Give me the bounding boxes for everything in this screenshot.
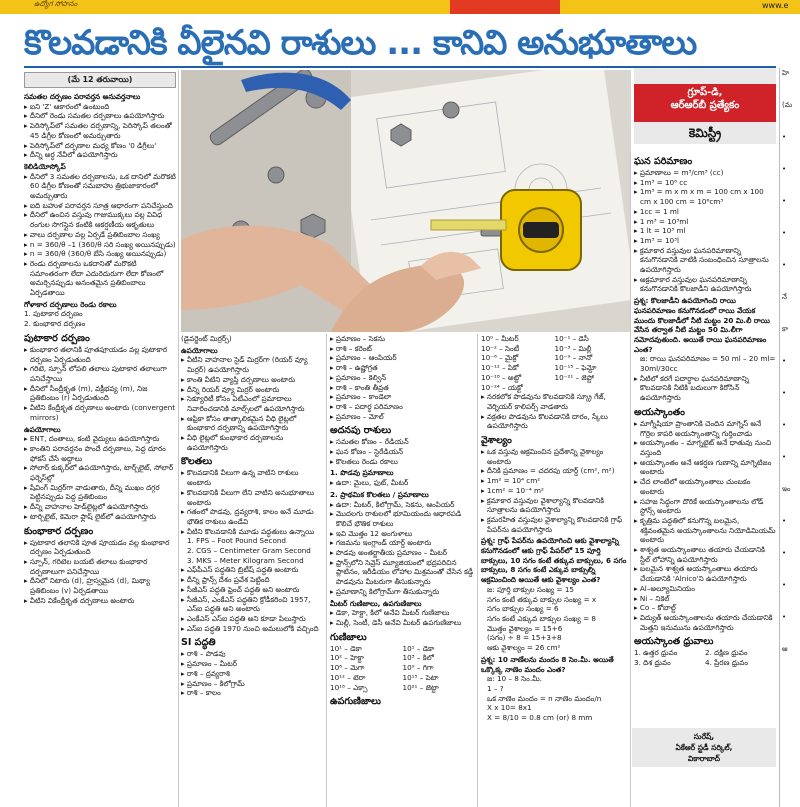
table-cell: 10¹ – డెకా	[330, 643, 362, 653]
bullet-list	[481, 392, 628, 431]
list-item: ▸ పెరిస్కోప్‌లో దర్పణాల మధ్య కోణం '0 డిగ్రీలు'	[24, 140, 157, 150]
list-item: ▸ సీజీఎస్‌ పద్ధతి ఫ్రెంచ్‌ పద్ధతి అని అంటారు	[181, 584, 300, 594]
section-heading: 1. పొడవు ప్రమాణాలు	[330, 468, 394, 478]
author-name: సురేష్‌,	[693, 732, 715, 741]
list-item: ▸ 1m² = 10⁴ cm²	[481, 476, 541, 486]
strip-text: •	[782, 549, 787, 557]
column-1	[24, 72, 176, 807]
table-cell: 10³ – కిలో	[402, 653, 434, 663]
list-item: 3. MKS – Meter Kilogram Second	[187, 555, 304, 565]
bullet-list	[330, 608, 475, 627]
list-item: ▸ ఇవి మొత్తం 12 అంగుళాలు	[330, 528, 413, 538]
list-item: ▸ బలమైన శాశ్వత అయస్కాంతాలు తయారు చేయడానికి 'Alnico'ని ఉపయోగిస్తారు	[634, 564, 758, 584]
list-item: సగం కంటే తక్కువ బాక్సుల సంఖ్య = x	[487, 594, 597, 604]
answer-steps	[481, 585, 628, 653]
list-item: ▸ 1m³ = 10⁶ cc	[634, 177, 688, 187]
list-item: ▸ ప్రమాణం – ఆంపియర్‌	[330, 353, 397, 363]
list-item: ▸ రాశి – ద్రవ్యరాశి	[181, 668, 230, 678]
question-text: ప్రశ్న: కొలజాడీని ఉపయోగించి రాయి ఘనపరిమాణం కనుగొనడంలో రాయి వేయక ముందు కొలజాడీలో నీటి మట్టం 20 మి.లీ రాయి వేసిన తర్వాత నీటి మట్టం 50 మి.లీగా నమోదవుతుంది. అయితే రాయి ఘనపరిమాణం ఎంత?	[634, 296, 770, 354]
tools-on-blueprint-image	[181, 70, 631, 332]
section-heading-large: ఉపగుణిజాలు	[330, 696, 381, 708]
bullet-list	[24, 102, 176, 160]
plain-list	[181, 334, 324, 344]
list-item: ▸ కొలవడానికి వీలుగా ఉన్న వాటిని రాశులు అంటారు	[181, 468, 299, 488]
list-item: ▸ విద్యుత్‌ అయస్కాంతాలను తయారు చేయడానికి మెత్తని ఇనుమును ఉపయోగిస్తారు	[634, 612, 773, 632]
si-list	[181, 649, 324, 698]
answer-text: జ: రాయి ఘనపరిమాణం = 50 ml – 20 ml= 30ml/30cc	[640, 354, 776, 374]
section-heading-large: కుంభాకార దర్పణం	[24, 525, 94, 537]
list-item: ▸ అయస్కాంతం అనే ఆకర్షణ గుణాన్ని మాగ్నెటిజం అంటారు	[634, 457, 772, 477]
section-heading: మీటర్‌ గుణిజాలు, ఉపగుణిజాలు	[330, 598, 422, 608]
table-row	[330, 673, 475, 683]
list-item: ▸ వీటిని కొలవడానికి మూడు పద్ధతులు ఉన్నాయి	[181, 526, 315, 536]
list-item: ▸ ENT, దంతాలు, కంటి వైద్యులు ఉపయోగిస్తారు	[24, 434, 160, 444]
list-item: 2. CGS – Centimeter Gram Second	[187, 546, 311, 556]
list-item: (సగం) ÷ 8 = 15+3+8	[487, 633, 562, 643]
list-item: ▸ వాలు దర్పణాల వల్ల ఏర్పడే ప్రతిబింబాల సంఖ్య	[24, 229, 160, 239]
bullet-list	[24, 538, 176, 606]
page-headline: కొలవడానికి వీలైనవి రాశులు ... కానివి అనుభూతాలు	[24, 23, 697, 63]
list-item: ▸ సోలార్‌ కుక్కర్‌లో ఉపయోగిస్తారు, టార్చ్‌లైట్‌, సోలార్‌ ఫర్నెస్‌ల్లో	[24, 463, 174, 483]
table-cell: 10⁻²¹ – జెప్టో	[554, 372, 594, 382]
column-divider	[326, 334, 327, 807]
list-item: ▸ రాశి – ఉష్ణోగ్రత	[330, 363, 378, 373]
list-item: ▸ ప్రమాణం – కాండెలా	[330, 392, 392, 402]
table-cell: 10¹⁸ – ఎక్సా	[330, 682, 368, 692]
section-heading: సమతల దర్పణం పరావర్తన అనువర్తనాలు	[24, 92, 141, 101]
strip-text: •	[782, 389, 787, 397]
bullet-list	[330, 478, 475, 488]
list-item: ▸ రెండు దర్పణాలను ఒకదానితో మరొకటి సమాంతరంగా లేదా ఎదురెదురుగా లేదా కోణంలో అమర్చినప్పుడు అనంతమైన ప్రతిబింబాలు ఏర్పడతాయి	[24, 258, 164, 298]
table-cell: 10⁻² – సెంటీ	[481, 343, 520, 353]
list-item: ▸ ఆఫ్రికా కోసం తాత్కాలికమైన వీధి లైట్లలో కుంభాకార దర్పణాన్ని ఉపయోగిస్తారు	[181, 413, 297, 433]
strip-text: •	[782, 421, 787, 429]
list-item: ▸ వక్రతల పొడవును కొలవడానికి దారం, స్కేలు ఉపయోగిస్తారు	[481, 411, 608, 431]
list-item: ▸ n = 360/θ (360/θ బేసి సంఖ్య అయినప్పుడు)	[24, 249, 167, 259]
list-item: ▸ నీటిలో కరగే పదార్థాల ఘనపరిమాణాన్ని కొలవడానికి నీటికి బదులుగా కిరోసిన్‌ ఉపయోగిస్తారు	[634, 373, 749, 403]
list-item: ▸ గతంలో పొడవు, ద్రవ్యరాశి, కాలం అనే మూడు భౌతిక రాశులు ఉండేవి	[181, 507, 314, 526]
question-text: ప్రశ్న: 10 నాణేలను మందం 8 సెం.మీ. అయితే ఒక్కొక్క నాణెం మందం ఎంత?	[481, 654, 614, 674]
section-heading-large: పుటాకార దర్పణం	[24, 332, 90, 344]
list-item: ▸ ఎఫ్‌పీఎస్‌ పద్ధతిని బ్రిటీష్‌ పద్ధతి అంటారు	[181, 565, 299, 575]
list-item: ▸ ఐది బహుళ పరావర్తన సూత్ర ఆధారంగా పనిచేస్తుంది	[24, 200, 173, 210]
table-cell: 10⁻¹² – పికో	[481, 363, 519, 373]
table-row	[330, 644, 475, 654]
bullet-list	[181, 565, 324, 633]
bullet-list	[634, 419, 776, 632]
strip-text: •	[782, 229, 787, 237]
section-heading-large: అయస్కాంత ధ్రువాలు	[634, 636, 714, 648]
list-item: ▸ క్రమాకార వస్తువుల ఘనపరిమాణాన్ని కనుగొనడానికి వాటికి సంబంధించిన సూత్రాలను ఉపయోగిస్తారు	[634, 245, 769, 275]
list-item: ▸ డెకా, హెక్టా, కిలో అనేవి మీటర్‌ గుణిజాలు	[330, 608, 450, 618]
section-heading-large: అదనపు రాశులు	[330, 425, 392, 437]
section-heading-large: గుణిజాలు	[330, 631, 367, 643]
column-4	[481, 334, 628, 807]
topic-box	[634, 68, 776, 148]
table-cell: 3. దిశ ధ్రువం	[634, 658, 671, 668]
list-item: ▸ కొలవడానికి వీలుగా లేని వాటిని అనుభూతాలు అంటారు	[181, 487, 314, 507]
strip-text: (మ	[782, 101, 793, 109]
poles-table	[634, 648, 776, 667]
table-cell: 10²¹ – జెట్టా	[402, 682, 439, 692]
bullet-list	[634, 374, 776, 403]
list-item: ▸ దీనిలో నిటారు (d), హ్రస్వమైన (d), మిథ్యా ప్రతిబింబం (v) ఏర్పడతాయి	[24, 576, 150, 596]
table-row	[330, 683, 475, 693]
list-item: ▸ ఉదా: మైలు, ఫుట్‌, మీటర్‌	[330, 478, 409, 488]
list-item: ▸ n = 360/θ –1 (360/θ సరి సంఖ్య అయినప్పుడు)	[24, 239, 176, 249]
list-item: ▸ రాశి – పొడవు	[181, 649, 226, 659]
list-item: ▸ Al–అల్యూమినియం	[634, 583, 695, 593]
list-item: ▸ నరకలోక పొడవును కొలవడానికి స్క్రూ గేజ్‌, వెర్నియర్‌ కాలిపర్స్‌ వాడతారు	[481, 392, 606, 411]
column-3	[330, 334, 475, 807]
topic-box-top	[634, 68, 776, 84]
strip-text: నే	[782, 293, 787, 301]
topic-subject: కెమిస్ట్రీ	[634, 122, 776, 144]
table-cell	[555, 383, 629, 393]
section-heading-large: SI పద్ధతి	[181, 637, 216, 649]
table-row	[481, 383, 628, 393]
table-cell: 10⁻¹⁸ – అట్టో	[481, 372, 522, 382]
article-photo	[181, 70, 631, 332]
list-item: ▸ వీటిని వికేంద్రీకృత దర్పణాలు అంటారు	[24, 595, 135, 605]
list-item: ▸ ప్రమాణం – మీటర్‌	[181, 659, 238, 669]
list-item: ▸ రాశి – కాలం	[181, 688, 221, 698]
list-item: ▸ ప్రమాణం – సెకను	[330, 334, 385, 343]
list-item: ▸ ఒక వస్తువు ఆక్రమించిన ప్రదేశాన్ని వైశాల్యం అంటారు	[481, 447, 604, 466]
list-item: ▸ ప్రమాణం – కిలోగ్రామ్‌	[181, 678, 245, 688]
list-item: ▸ టార్చిలైట్‌, కెమెరా ఫ్లాష్‌ లైట్‌లో ఉపయోగిస్తారు	[24, 511, 157, 521]
list-item: ▸ 1cc = 1 ml	[634, 206, 679, 216]
adjacent-article-strip	[779, 68, 800, 807]
list-item: జ: పూర్తి బాక్సుల సంఖ్య = 15	[487, 584, 574, 594]
list-item: ▸ అక్రమాకార వస్తువుల ఘనపరిమాణాన్ని కనుగొనడానికి కొలజాడీని ఉపయోగిస్తారు	[634, 274, 752, 294]
list-item: ▸ పెరిస్కోప్‌లో సమతల దర్పణాన్ని, పెరిస్కోప్‌ తలంతో 45 డిగ్రీల కోణంలో అమర్చుతారు	[24, 121, 172, 140]
answer-steps	[481, 674, 628, 723]
list-item: ▸ మొదలగు రాశులలో భూమియందు ఆధారపడి కొలిచే భౌతిక రాశులు	[330, 509, 462, 528]
bullet-list	[330, 334, 475, 421]
table-cell: 10¹⁵ – పెటా	[402, 672, 439, 682]
list-item: ▸ దీన్ని రియర్‌ వ్యూ మిర్రర్‌ అంటారు	[181, 384, 280, 394]
bullet-list	[634, 168, 776, 294]
list-item: ▸ కృత్రిమ పద్ధతిలో కనుగొన్న బలమైన, శక్తివంతమైన అయస్కాంతాలను నియోడిమియమ్‌ అంటారు	[634, 515, 776, 545]
section-heading-large: ఘన పరిమాణం	[634, 156, 693, 167]
strip-text: అ	[782, 645, 788, 653]
list-item: ▸ కుంభాకార తలానికి పూతపూయడం వల్ల పుటాకార దర్పణం ఏర్పడుతుంది	[24, 344, 168, 364]
table-cell: 1. ఉత్తర ధ్రువం	[634, 648, 678, 658]
list-item: ▸ మాగ్నీషియా ప్రాంతానికి చెందిన మాగ్నెస్‌ అనే గొర్రెల కాపరి అయస్కాంతాన్ని గుర్తించాడు	[634, 418, 762, 438]
table-row	[634, 648, 776, 658]
list-item: ▸ రాశి – కరెంట్‌	[330, 343, 372, 353]
table-cell: 4. ప్రేరణ ధ్రువం	[705, 658, 749, 668]
strip-text: •	[782, 261, 787, 269]
list-item: ▸ దీనిలో సీంద్రీకృత (m), వక్రీభవ్య (m), నిజ ప్రతిబింబం (r) ఏర్పడుతుంది	[24, 383, 148, 403]
list-item: ▸ శాశ్వత అయస్కాంతాలు తయారు చేయడానికి స్టీల్‌ లోహాన్ని ఉపయోగిస్తారు	[634, 545, 765, 564]
list-item: ▸ స్పూన్‌, గరిటెల బయటి తలాలు కుంభాకార దర్పణాలుగా పనిచేస్తాయి	[24, 556, 148, 576]
table-cell: 10⁶ – మెగా	[330, 663, 365, 673]
table-row	[330, 663, 475, 673]
strip-text: హె	[782, 69, 790, 77]
question-text: ప్రశ్న: గ్రాఫ్‌ పేపర్‌ను ఉపయోగించి ఆకు వైశాల్యాన్ని కనుగొనడంలో ఆకు గ్రాఫ్‌ పేపర్‌లో 15 పూర్తి బాక్సులు, 10 సగం కంటే తక్కువ బాక్సులు, 6 సగం బాక్సులు, 8 సగం కంటే ఎక్కువ బాక్సుల్ని ఆక్రమించింది అయితే ఆకు వైశాల్యం ఎంత?	[481, 536, 627, 585]
list-item: సగం కంటే ఎక్కువ బాక్సుల సంఖ్య = 8	[487, 613, 596, 623]
bullet-list	[24, 345, 176, 423]
column-divider	[630, 152, 631, 807]
list-item: ▸ దీనిలో 3 సమతల దర్పణాలను, ఒక దానిలో మరొకటి 60 డిగ్రీల కోణంతో సమబాహు త్రిభుజాకారంలో అమర్చుతారు	[24, 171, 176, 201]
list-item: ▸ ఉదా: మీటర్‌, కిలోగ్రామ్‌, సెకను, ఆంపియర్‌	[330, 499, 455, 509]
list-item: ▸ దీన్ని వాహనాల హెడ్‌లైట్లలో ఉపయోగిస్తారు	[24, 502, 148, 512]
strip-text: •	[782, 197, 787, 205]
table-cell: 10⁹ – గిగా	[402, 663, 434, 673]
list-item: మొత్తం వైశాల్యం = 15+6	[487, 623, 563, 633]
list-item: ▸ సీజీఎస్‌, ఎంకేఎస్‌ పద్ధతిని క్రోడీకరించి 1957, ఎస్‌ఐ పద్ధతి అని అంటారు	[181, 594, 311, 614]
list-item: ▸ మిల్లీ, సెంటీ, డెసీ అనేవి మీటర్‌ ఉపగుణిజాలు	[330, 617, 462, 627]
list-item: ▸ 1 m³ = 10³ml	[634, 216, 689, 226]
strip-text: •	[782, 613, 787, 621]
table-cell: 10² – హెక్టా	[330, 653, 364, 663]
section-heading-large: కొలతలు	[181, 456, 213, 468]
list-item: 1. FPS – Foot Pound Second	[187, 536, 286, 546]
exam-line-2: ఆర్‌ఆర్‌బీ ప్రత్యేకం	[670, 100, 740, 111]
column-5	[634, 152, 776, 726]
list-item: ▸ 1m³ = m x m x m = 100 cm x 100 cm x 100 cm = 10⁶cm³	[634, 187, 764, 207]
list-item: X = 8/10 = 0.8 cm (or) 8 mm	[487, 713, 593, 723]
table-cell: 10¹ – డెకా	[402, 643, 435, 653]
table-cell: 10⁻⁹ – నానో	[554, 353, 593, 363]
bullet-list	[181, 355, 324, 452]
site-url: www.e	[762, 1, 789, 10]
section-heading: ఉపయోగాలు	[24, 424, 61, 434]
table-cell: 10⁻¹⁵ – ఫెమ్టో	[554, 363, 597, 373]
list-item: ▸ కొలతలు రెండు రకాలు	[330, 456, 398, 466]
table-cell: 10¹² – టెరా	[330, 672, 366, 682]
list-item: 1 – ?	[487, 683, 504, 693]
list-item: ▸ సెక్యూరిటీ కోసం ఏటీఎంలో ప్రమాదాలు నివారించడానికి మాల్స్‌లలో ఉపయోగిస్తారు	[181, 394, 305, 413]
section-heading-large: అయస్కాంతం	[634, 406, 685, 418]
table-row	[481, 363, 628, 373]
list-item: ఆకు వైశాల్యం = 26 cm²	[487, 643, 561, 653]
list-item: ▸ ఘన కోణం – స్టెరేడియన్‌	[330, 447, 404, 457]
list-item: ▸ ప్రమాణం – కెల్విన్‌	[330, 372, 387, 382]
list-item: ▸ వీటిని కేంద్రీకృత దర్పణాలు అంటారు (convergent mirrors)	[24, 403, 176, 422]
bullet-list	[481, 447, 628, 534]
author-box	[632, 728, 776, 767]
list-item: ▸ ఐని 'Z' ఆకారంలో ఉంటుంది	[24, 101, 110, 111]
bullet-list	[24, 172, 176, 298]
list-item: ▸ Ni – నికెల్‌	[634, 593, 670, 603]
strip-text: •	[782, 133, 787, 141]
list-item: ▸ 1cm² = 10⁻⁴ m²	[481, 485, 544, 495]
table-cell: 10⁰ – మీటర్‌	[481, 334, 519, 343]
multiples-table	[330, 644, 475, 693]
list-item: ▸ గరిటె, స్పూన్‌ లోపలి తలాలు పుటాకార తలాలుగా పనిచేస్తాయి	[24, 364, 167, 383]
author-place: వికారాబాద్‌	[687, 754, 721, 763]
list-item: ▸ చేద లాంటిలో అయస్కాంతాలు చుంబకం అంటారు	[634, 477, 751, 496]
list-item: 1. పుటాకార దర్పణం	[24, 309, 83, 319]
section-heading: గోళాకార దర్పణాలు రెండు రకాలు	[24, 299, 117, 309]
list-item: X x 10= 8x1	[487, 703, 532, 713]
list-item: 2. కుంభాకార దర్పణం	[24, 319, 86, 329]
author-role: ఏకేఆర్‌ స్టడీ సర్కిల్‌,	[675, 743, 733, 752]
list-item: ▸ సమతల కోణం – రేడియన్‌	[330, 437, 409, 447]
list-item: ▸ రాశి – కాంతి తీవ్రత	[330, 382, 389, 392]
table-cell: 10⁻¹ – డెసీ	[554, 334, 589, 343]
strip-text: కా	[782, 325, 789, 333]
list-item: ▸ దీనికి ప్రమాణం = చదరపు యార్డ్‌ (cm², m²)	[481, 466, 615, 476]
table-row	[330, 653, 475, 663]
list-item: సగం బాక్సుల సంఖ్య = 6	[487, 604, 559, 614]
unit-system-list	[181, 536, 324, 565]
section-heading: ఉపయోగాలు	[181, 345, 218, 355]
table-cell: 2. దక్షిణ ధ్రువం	[705, 648, 748, 658]
list-item: ▸ దీన్ని ఫ్రాన్స్‌ దేశం ప్రవేశ పెట్టింది	[181, 575, 270, 585]
list-item: ▸ వీధి లైట్లలో కుంభాకార దర్పణాలను ఉపయోగిస్తారు	[181, 433, 284, 452]
section-heading: కెలిడియోస్కోప్‌	[24, 161, 66, 171]
strip-text: •	[782, 165, 787, 173]
list-item: ▸ పుటాకార తలానికి పూత పూయడం వల్ల కుంభాకార దర్పణం ఏర్పడుతుంది	[24, 537, 170, 557]
table-row	[481, 344, 628, 354]
strip-text: •	[782, 517, 787, 525]
column-divider	[477, 334, 478, 807]
list-item: ▸ అయస్కాంతం – మాగ్నటైట్‌ అనే ధాతువు నుంచి వస్తుంది	[634, 438, 772, 457]
topic-exam-banner	[634, 84, 776, 122]
list-item: ▸ సహజ సిద్ధంగా దొరికే అయస్కాంతాలను లోడ్‌ స్టోన్స్‌ అంటారు	[634, 496, 764, 516]
column-divider	[178, 70, 179, 807]
list-item: ▸ క్రమాకార వస్తువుల వైశాల్యాన్ని కొలవడానికి సూత్రాలను ఉపయోగిస్తారు	[481, 495, 605, 515]
strip-text: •	[782, 357, 787, 365]
list-item: ▸ కాంతి వీటిని వ్యాప్తి దర్పణాలు అంటారు	[181, 374, 296, 384]
list-item: ▸ క్రమరహిత వస్తువుల వైశాల్యాన్ని కొలవడానికి గ్రాఫ్‌ పేపర్‌ను ఉపయోగిస్తారు	[481, 514, 623, 534]
list-item: ▸ షేవింగ్‌ మిర్రర్‌గా వాడుతారు, దీన్ని ముఖం దగ్గర పెట్టినప్పుడు పెద్ద ప్రతిబింబం	[24, 482, 160, 502]
column-2	[181, 334, 324, 807]
table-row	[481, 334, 628, 344]
list-item: ▸ Co – కోబాల్ట్‌	[634, 603, 676, 613]
list-item: ▸ ఎంకేఎస్‌ ఎస్‌ఐ పద్ధతి అని కూడా పిలుస్తారు	[181, 613, 306, 623]
table-cell: 10⁻⁶ – మైక్రో	[481, 353, 519, 363]
list-item: ▸ దీన్ని అర్ధ నేవీలో ఉపయోగిస్తారు	[24, 150, 118, 160]
section-tag	[450, 0, 560, 14]
list-item: ▸ ప్రమాణం – మోల్‌	[330, 411, 384, 421]
list-item: ▸ దీనిలో ఉంచిన వస్తువు గాజుముక్కలు వల్ల వివిధ రంగుల సొగస్గైన కంటికి ఆకర్షణీయ ఆకృతులు	[24, 210, 163, 230]
site-name: ఉద్యోగ సోపానం	[34, 0, 78, 8]
table-row	[634, 658, 776, 668]
plain-list	[24, 309, 176, 328]
list-item: ▸ దీనిలో రెండు సమతల దర్పణాలు ఉపయోగిస్తారు	[24, 111, 165, 121]
list-item: ▸ రాశి – పదార్థ పరిమాణం	[330, 401, 403, 411]
section-heading: 2. ప్రాథమిక కొలతలు / ప్రమాణాలు	[330, 489, 429, 499]
section-heading-large: వైశాల్యం	[481, 435, 512, 447]
exam-line-1: గ్రూప్‌-డి,	[687, 87, 723, 98]
list-item: ఒక నాణెం మందం = n నాణెం మందం/n	[487, 693, 602, 703]
list-item: ▸ ఎస్‌ఐ పద్ధతి 1970 నుంచి అమలులోకి వచ్చింది	[181, 623, 319, 633]
bullet-list	[24, 434, 176, 521]
bullet-list	[330, 437, 475, 466]
list-item: ▸ కాంతిని పరావర్తనం పొందే దర్పణాలు, పెద్ద దూరం ఫోకస్‌ చేసే అద్దాలు	[24, 443, 166, 463]
bullet-list	[330, 500, 475, 597]
table-cell: 10⁻³ – మిల్లీ	[554, 343, 592, 353]
table-row	[481, 353, 628, 363]
strip-text: ఇం	[782, 485, 791, 493]
top-bar	[0, 0, 800, 14]
strip-text: •	[782, 581, 787, 589]
list-item: ▸ 1 lt = 10³ ml	[634, 226, 686, 236]
table-row	[481, 373, 628, 383]
list-item: (డైవర్జెంట్‌ మిర్రర్స్‌)	[181, 334, 232, 343]
list-item: జ: 10 – 8 సెం.మీ.	[487, 674, 542, 684]
list-item: ▸ 1m³ = 10³l	[634, 235, 679, 245]
list-item: ▸ ప్రమాణాన్ని కిలోగ్రామ్‌గా తీసుకున్నారు	[330, 586, 440, 596]
list-item: ▸ ఫ్రాన్స్‌లోని సెవ్రెస్‌ మ్యూజియంలో భద్రపరిచిన ప్లాటినం, ఇరీడియం లోహాల మిశ్రమంతో చేసిన కడ్డీ పొడవును మీటరుగా తీసుకున్నారు	[330, 557, 474, 587]
list-item: ▸ గజమను ఇంగ్లాండ్‌ యార్డ్‌ అంటారు	[330, 538, 432, 548]
submultiples-table	[481, 334, 628, 392]
table-cell: 10⁻²⁴ – యక్టో	[481, 382, 523, 392]
list-item: ▸ పొడవు అంతర్జాతీయ ప్రమాణం – మీటర్‌	[330, 548, 448, 558]
strip-text: •	[782, 453, 787, 461]
continued-label: (మే 12 తరువాయి)	[24, 72, 176, 88]
bullet-list	[181, 468, 324, 536]
list-item: ▸ ప్రమాణాలు = m³/cm³ (cc)	[634, 168, 724, 177]
list-item: ▸ వీటిని వాహనాల సైడ్‌ మిర్రర్‌గా (రియర్‌ వ్యూ మిర్రర్‌) ఉపయోగిస్తారు	[181, 355, 308, 375]
